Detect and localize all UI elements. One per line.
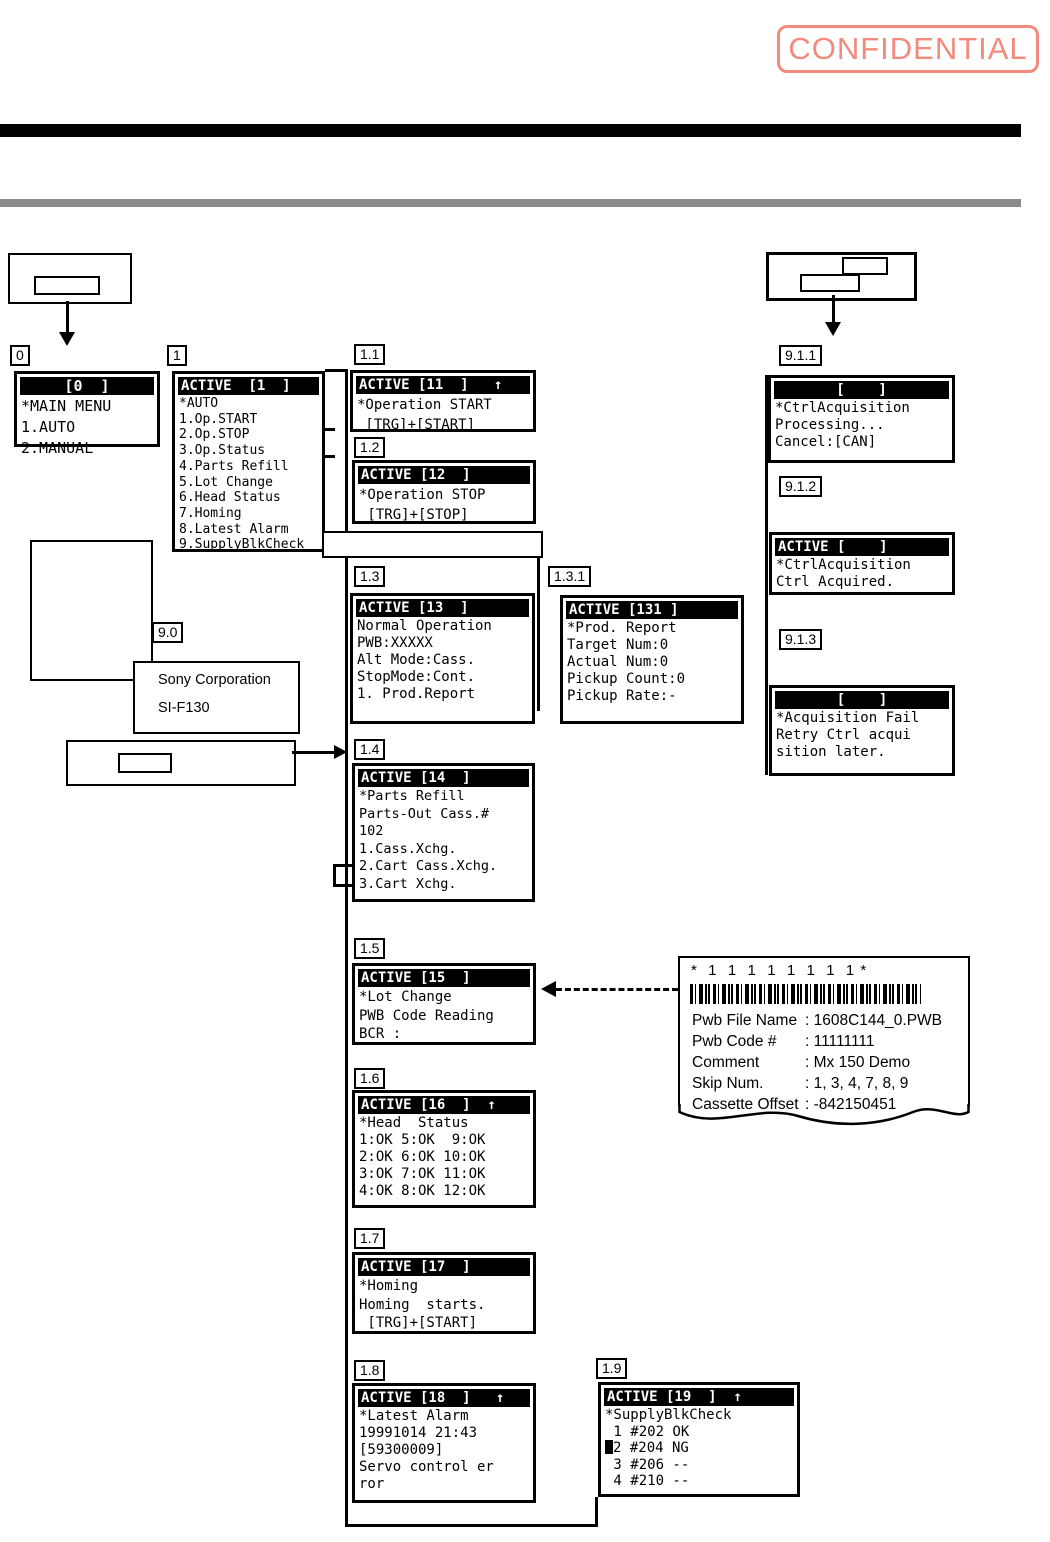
screen-line: *MAIN MENU [21, 397, 112, 415]
screen-line: *Acquisition Fail [776, 710, 920, 726]
screen-line: 4.Parts Refill [179, 458, 289, 474]
screen-line: [TRG]+[START] [357, 417, 476, 433]
refill-options-bracket [333, 884, 352, 887]
lcd-screen-16 [352, 1090, 536, 1208]
lcd-screen-11 [350, 370, 536, 432]
screen-line: 3:OK 7:OK 11:OK [359, 1166, 486, 1182]
lcd-screen-1 [172, 371, 325, 552]
empty-screen-box [322, 531, 543, 558]
sony-corporation-text: Sony Corporation [158, 672, 271, 688]
lcd-screen-131 [560, 595, 744, 724]
screen-line: Processing... [775, 417, 885, 433]
key-button-box [842, 257, 888, 275]
screen-line: [TRG]+[STOP] [359, 507, 469, 523]
cursor-block [605, 1440, 613, 1454]
screen-line: 7.Homing [179, 505, 242, 521]
empty-box-9-0 [30, 540, 153, 681]
arrow-down-icon [59, 332, 75, 346]
paper-torn-edge [678, 1104, 970, 1130]
flow-label-1-6: 1.6 [354, 1068, 385, 1089]
flow-label-1-1: 1.1 [354, 344, 385, 365]
screen-header: ACTIVE [17 ] [358, 1258, 530, 1276]
lcd-screen-911 [768, 375, 955, 463]
screen-line: Actual Num:0 [567, 654, 669, 670]
lcd-screen-913 [769, 685, 955, 776]
screen-line: 2.Cart Cass.Xchg. [359, 858, 498, 874]
screen-header: ACTIVE [13 ] [356, 599, 529, 617]
lcd-screen-19 [598, 1382, 800, 1497]
screen-line: 5.Lot Change [179, 474, 273, 490]
screen-line: BCR : [359, 1026, 402, 1042]
arrow-right-icon [334, 745, 347, 759]
field-label: Cassette Offset [692, 1096, 799, 1113]
screen-line: Cancel:[CAN] [775, 434, 877, 450]
screen-line: Servo control er [359, 1459, 494, 1475]
screen-line: [TRG]+[START] [359, 1315, 478, 1331]
screen-line: Ctrl Acquired. [776, 574, 895, 590]
screen-line: [59300009] [359, 1442, 444, 1458]
key-button-box [118, 753, 172, 773]
arrow-left-icon [541, 981, 556, 997]
arrow-stem [832, 295, 835, 323]
screen-line: 2.MANUAL [21, 439, 94, 457]
flow-label-0: 0 [10, 345, 30, 366]
lcd-screen-12 [352, 460, 536, 524]
barcode [690, 984, 921, 1004]
key-bar-box [66, 740, 296, 786]
screen-line: 1.Cass.Xchg. [359, 840, 457, 857]
flow-label-1-4: 1.4 [354, 739, 385, 760]
flow-label-9-1-1: 9.1.1 [779, 345, 822, 366]
screen-header: [ ] [774, 381, 949, 399]
screen-line: Alt Mode:Cass. [357, 652, 476, 668]
screen-line: 3 #206 -- [605, 1456, 690, 1473]
screen-line: Target Num:0 [567, 637, 669, 653]
connector-riser [595, 1497, 598, 1527]
confidential-stamp: CONFIDENTIAL [777, 25, 1039, 73]
branch-line-131 [537, 553, 540, 711]
screen-line: 8.Latest Alarm [179, 521, 289, 537]
screen-header: ACTIVE [1 ] [178, 377, 319, 395]
dashed-arrow-line [556, 988, 678, 991]
screen-header: [0 ] [20, 377, 154, 395]
lcd-screen-912 [769, 532, 955, 595]
lcd-screen-14 [352, 763, 535, 902]
screen-line: *Latest Alarm [359, 1408, 469, 1424]
flow-label-9-1-2: 9.1.2 [779, 476, 822, 497]
field-value: : -842150451 [805, 1096, 897, 1113]
field-label: Skip Num. [692, 1075, 764, 1092]
screen-line: *Operation START [357, 397, 492, 413]
screen-line: PWB Code Reading [359, 1007, 494, 1024]
field-value: : 11111111 [805, 1033, 875, 1050]
flow-label-1-7: 1.7 [354, 1228, 385, 1249]
screen-header: [ ] [775, 691, 949, 709]
screen-line: *Lot Change [359, 989, 452, 1005]
screen-line: *Operation STOP [359, 487, 486, 503]
screen-line: 1 #202 OK [605, 1423, 690, 1440]
screen-header: ACTIVE [18 ] ↑ [358, 1389, 530, 1407]
flow-label-1-3: 1.3 [354, 566, 385, 587]
screen-header: ACTIVE [19 ] ↑ [604, 1388, 794, 1406]
flow-label-1: 1 [167, 345, 187, 366]
field-label: Pwb File Name [692, 1012, 798, 1029]
screen-line: 4:OK 8:OK 12:OK [359, 1183, 486, 1199]
field-value: : 1, 3, 4, 7, 8, 9 [805, 1075, 909, 1092]
screen-line [601, 1440, 797, 1457]
flow-label-1-8: 1.8 [354, 1360, 385, 1381]
barcode-fields [692, 1012, 942, 1117]
key-button-box [34, 276, 100, 295]
screen-line: 2:OK 6:OK 10:OK [359, 1149, 486, 1165]
screen-line: 102 [359, 823, 384, 839]
screen-line: *AUTO [179, 396, 219, 411]
screen-line: Pickup Count:0 [567, 671, 686, 687]
screen-line: 1.AUTO [21, 418, 76, 436]
screen-line: 19991014 21:43 [359, 1425, 478, 1441]
lcd-screen-18 [352, 1383, 536, 1503]
screen-line: StopMode:Cont. [357, 669, 476, 685]
refill-options-bracket [333, 864, 352, 867]
screen-line: 3.Op.Status [179, 443, 266, 459]
screen-line: 1.Op.START [179, 411, 258, 427]
screen-line: Retry Ctrl acqui [776, 727, 911, 743]
screen-line: ror [359, 1476, 385, 1492]
screen-line: Pickup Rate:- [567, 688, 677, 704]
screen-line: 9.SupplyBlkCheck [179, 537, 305, 553]
screen-line: sition later. [776, 744, 886, 760]
screen-line: 6.Head Status [179, 490, 281, 506]
field-value: : 1608C144_0.PWB [805, 1012, 943, 1029]
screen-line: Normal Operation [357, 618, 492, 634]
screen-line: 3.Cart Xchg. [359, 875, 457, 892]
screen-line: *CtrlAcquisition [776, 557, 911, 573]
screen-line: Parts-Out Cass.# [359, 805, 490, 822]
screen-line: *SupplyBlkCheck [605, 1407, 732, 1423]
arrow-stem [292, 751, 336, 754]
screen-line: *CtrlAcquisition [775, 400, 910, 416]
screen-line: Homing starts. [359, 1296, 486, 1313]
barcode-digits: * 1 1 1 1 1 1 1 1 * [691, 962, 868, 979]
field-label: Comment [692, 1054, 760, 1071]
screen-line: *Head Status [359, 1115, 469, 1131]
screen-header: ACTIVE [131 ] [566, 601, 738, 619]
arrow-down-icon [825, 322, 841, 336]
screen-line: PWB:XXXXX [357, 635, 433, 651]
screen-line: *Parts Refill [359, 788, 465, 804]
field-label: Pwb Code # [692, 1033, 777, 1050]
arrow-stem [66, 301, 69, 333]
lcd-screen-13 [350, 593, 535, 724]
screen-header: ACTIVE [ ] [775, 538, 949, 556]
section-subtitle-rule [0, 199, 1021, 207]
screen-line: 2.Op.STOP [179, 427, 250, 443]
screen-header: ACTIVE [12 ] [358, 466, 530, 484]
flow-label-1-5: 1.5 [354, 938, 385, 959]
bottom-connector-line [345, 1524, 598, 1527]
screen-line-text: 2 #204 NG [613, 1440, 689, 1456]
screen-header: ACTIVE [16 ] ↑ [358, 1096, 530, 1114]
field-value: : Mx 150 Demo [805, 1054, 911, 1071]
flow-label-1-2: 1.2 [354, 437, 385, 458]
flow-label-1-3-1: 1.3.1 [548, 566, 591, 587]
lcd-screen-17 [352, 1252, 536, 1334]
flow-label-9-0: 9.0 [152, 622, 183, 643]
screen-line: 1:OK 5:OK 9:OK [359, 1132, 486, 1148]
sony-startup-box [133, 661, 300, 734]
model-text: SI-F130 [158, 700, 210, 716]
screen-line: 1. Prod.Report [357, 686, 476, 702]
flow-label-1-9: 1.9 [596, 1358, 627, 1379]
screen-line: 4 #210 -- [605, 1473, 690, 1489]
lcd-screen-0 [14, 371, 160, 457]
lcd-screen-15 [352, 963, 536, 1045]
screen-header: ACTIVE [14 ] [358, 769, 529, 787]
section-title-bar [0, 124, 1021, 137]
flow-label-9-1-3: 9.1.3 [779, 629, 822, 650]
screen-line: *Homing [359, 1278, 419, 1294]
screen-header: ACTIVE [11 ] ↑ [356, 376, 530, 394]
connector-line [325, 369, 346, 372]
screen-header: ACTIVE [15 ] [358, 969, 530, 987]
barcode-paper [678, 956, 970, 1113]
key-button-box [800, 274, 860, 292]
screen-line: *Prod. Report [567, 620, 677, 636]
